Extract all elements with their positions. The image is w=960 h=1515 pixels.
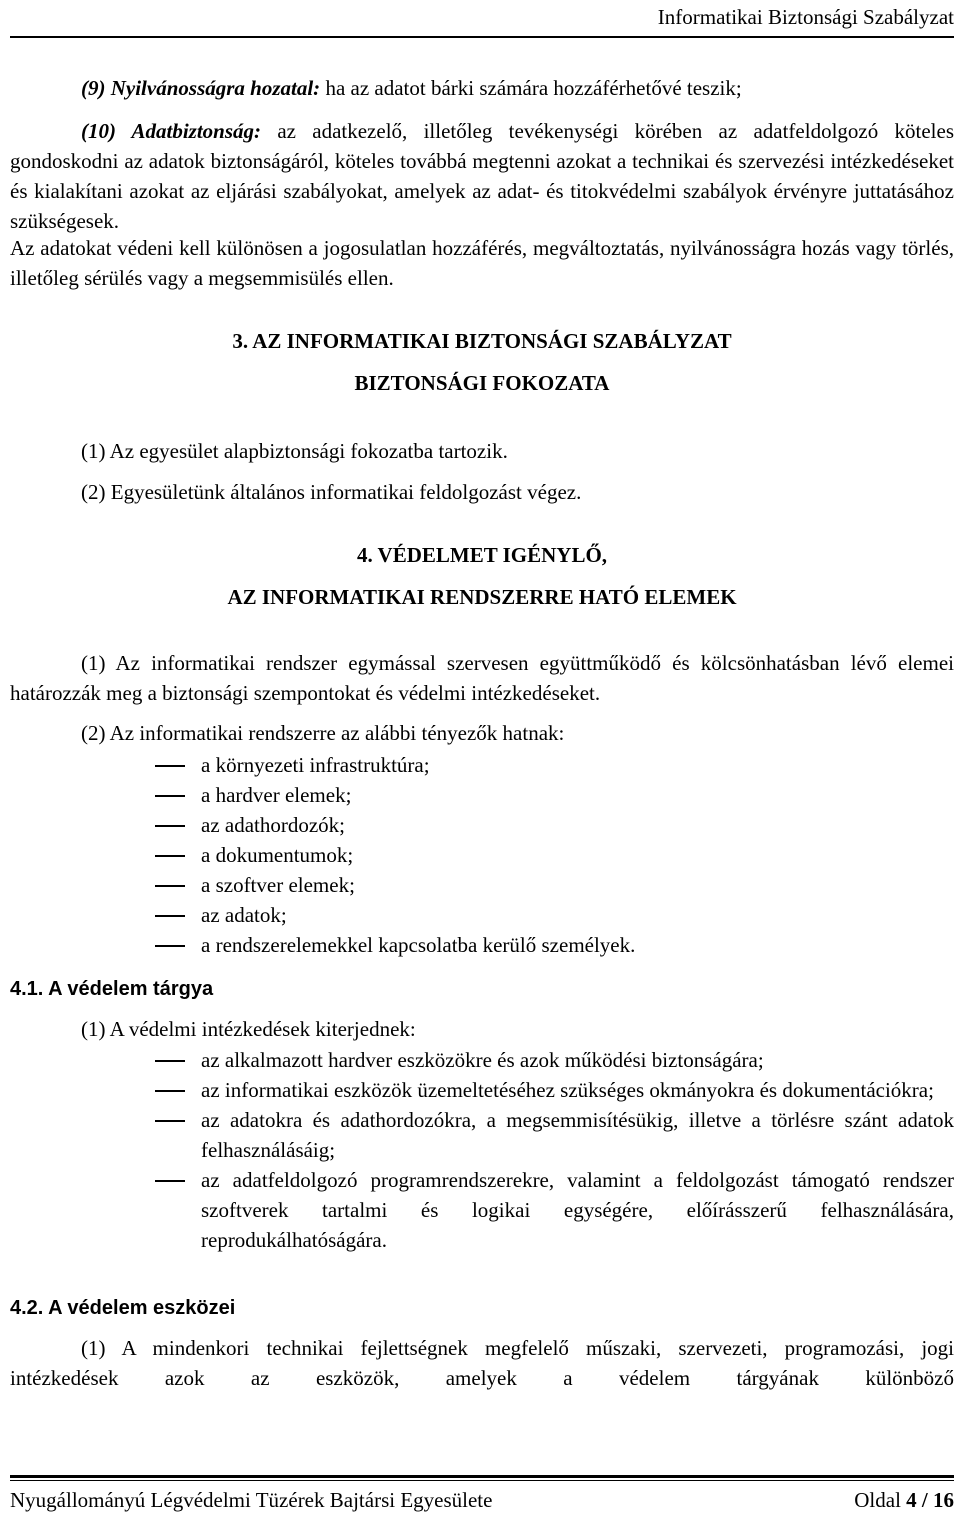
scope-item (10, 1165, 954, 1255)
factor-item-text: a rendszerelemekkel kapcsolatba kerülő személyek. (201, 933, 636, 957)
factor-item-text: a szoftver elemek; (201, 873, 355, 897)
factor-item (10, 900, 954, 930)
section-4-1-heading: 4.1. A védelem tárgya (10, 978, 214, 1000)
factor-item-text: a hardver elemek; (201, 783, 352, 807)
section-4-heading-line-2: AZ INFORMATIKAI RENDSZERRE HATÓ ELEMEK (227, 585, 737, 609)
factor-item (10, 750, 954, 780)
page-separator: / (916, 1488, 933, 1512)
section-4-2-heading: 4.2. A védelem eszközei (10, 1297, 236, 1319)
definition-10-text: az adatkezelő, illetőleg tevékenységi körében az adatfeldolgozó köteles gondoskodni az adatok biztonságáról, köteles továbbá megtenni azokat a technikai és szervezési intézkedéseket és kialakítani azokat az eljárási szabályokat, amelyek az adat- és titokvédelmi szabályok érvényre juttatásához szükségesek. (10, 119, 954, 233)
scope-item (10, 1045, 954, 1075)
factor-item-text: a dokumentumok; (201, 843, 354, 867)
definition-9 (10, 73, 954, 103)
definition-10-term: (10) Adatbiztonság: (81, 119, 262, 143)
section-3-heading-line-2: BIZTONSÁGI FOKOZATA (354, 371, 610, 395)
definition-9-term: (9) Nyilvánosságra hozatal: (81, 76, 321, 100)
factor-item (10, 810, 954, 840)
page-current: 4 (906, 1488, 917, 1512)
section-4-paragraph-1: (1) Az informatikai rendszer egymással szervesen együttműködő és kölcsönhatásban lévő elemei határozzák meg a biztonsági szempontokat és védelmi intézkedéseket. (10, 651, 954, 705)
header-title: Informatikai Biztonsági Szabályzat (657, 5, 954, 29)
scope-item-text: az adatokra és adathordozókra, a megsemmisítésükig, illetve a törlésre szánt adatok felhasználásáig; (201, 1108, 954, 1162)
factor-item (10, 930, 954, 960)
header-divider (10, 36, 954, 38)
scope-item-text: az adatfeldolgozó programrendszerekre, valamint a feldolgozást támogató rendszer szoftverek tartalmi és logikai egységére, előírásszerű felhasználására, reprodukálhatóságára. (201, 1168, 954, 1252)
scope-item-text: az alkalmazott hardver eszközökre és azok működési biztonságára; (201, 1048, 764, 1072)
footer-organization: Nyugállományú Légvédelmi Tüzérek Bajtársi Egyesülete (10, 1488, 493, 1512)
footer-page-number (854, 1485, 954, 1515)
factor-item-text: az adatok; (201, 903, 287, 927)
section-3-heading-line-1: 3. AZ INFORMATIKAI BIZTONSÁGI SZABÁLYZAT (232, 329, 732, 353)
page-label: Oldal (854, 1488, 907, 1512)
factor-item (10, 840, 954, 870)
footer-divider (10, 1475, 954, 1478)
section-4-2-paragraph-1: (1) A mindenkori technikai fejlettségnek megfelelő műszaki, szervezeti, programozási, jogi intézkedések azok az eszközök, amelyek a védelem tárgyának különböző (10, 1336, 954, 1390)
factor-item (10, 780, 954, 810)
section-3-paragraph-2: (2) Egyesületünk általános informatikai feldolgozást végez. (81, 480, 582, 504)
factor-item-text: a környezeti infrastruktúra; (201, 753, 430, 777)
definition-9-text: ha az adatot bárki számára hozzáférhetővé teszik; (320, 76, 742, 100)
protection-scope-list (10, 1045, 954, 1255)
factor-item-text: az adathordozók; (201, 813, 346, 837)
section-3-paragraph-1: (1) Az egyesület alapbiztonsági fokozatba tartozik. (81, 439, 508, 463)
protection-paragraph: Az adatokat védeni kell különösen a jogosulatlan hozzáférés, megváltoztatás, nyilvánosságra hozás vagy törlés, illetőleg sérülés vagy a megsemmisülés ellen. (10, 236, 954, 290)
document-page (10, 0, 954, 1514)
footer-divider-thin (10, 1480, 954, 1481)
page-total: 16 (933, 1488, 954, 1512)
section-4-heading-line-1: 4. VÉDELMET IGÉNYLŐ, (356, 543, 608, 567)
section-4-paragraph-2: (2) Az informatikai rendszerre az alábbi tényezők hatnak: (81, 721, 565, 745)
scope-item-text: az informatikai eszközök üzemeltetéséhez szükséges okmányokra és dokumentációkra; (201, 1078, 934, 1102)
factor-list (10, 750, 954, 960)
scope-item (10, 1105, 954, 1165)
section-4-1-paragraph-1: (1) A védelmi intézkedések kiterjednek: (81, 1017, 416, 1041)
definition-10 (10, 116, 954, 236)
scope-item (10, 1075, 954, 1105)
factor-item (10, 870, 954, 900)
